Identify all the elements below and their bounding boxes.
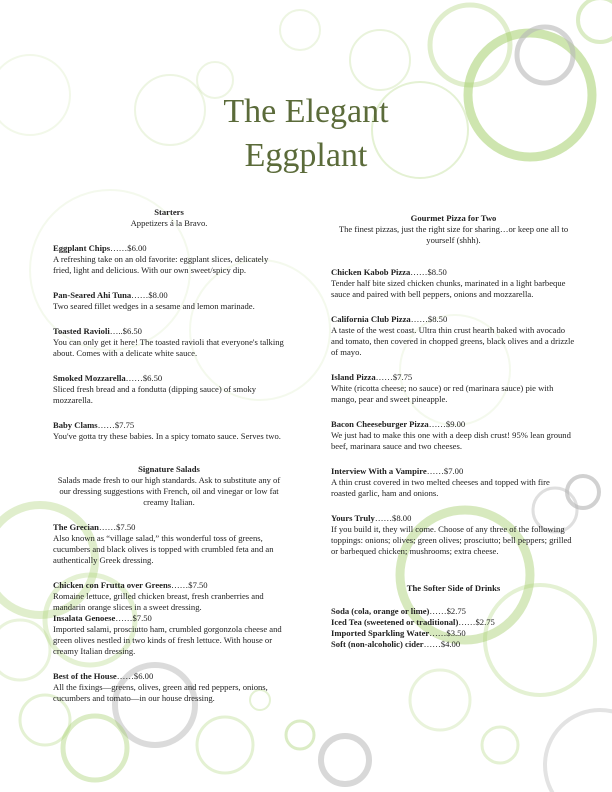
item-description: If you build it, they will come. Choose of any three of the following toppings: onions; olives; green olives; prosciutto; bell peppers; grilled or barbequed chicken; mushrooms; extra cheese. (331, 524, 572, 556)
item-name: Smoked Mozzarella (53, 373, 126, 383)
item-description: Tender half bite sized chicken chunks, marinated in a light barbeque sauce and paired with bell peppers, onions and mozzarella. (331, 278, 566, 299)
menu-item (331, 267, 576, 300)
drink-item (331, 639, 576, 650)
item-description: You can only get it here! The toasted ravioli that everyone's talking about. Comes with a delicate white sauce. (53, 337, 284, 358)
item-name: Yours Truly (331, 513, 375, 523)
menu-item (53, 373, 285, 406)
menu-item (331, 513, 576, 557)
item-price: …..$6.50 (109, 326, 142, 336)
drink-name: Iced Tea (sweetened or traditional) (331, 617, 459, 627)
item-description: Sliced fresh bread and a fondutta (dipping sauce) of smoky mozzarella. (53, 384, 257, 405)
drinks-heading: The Softer Side of Drinks (406, 583, 501, 593)
drink-name: Soda (cola, orange or lime) (331, 606, 430, 616)
menu-item (331, 419, 576, 452)
item-description: Also known as “village salad,” this wonderful toss of greens, cucumbers and black olives is topped with crumbled feta and an authentically Greek dressing. (53, 533, 274, 565)
item-name: Eggplant Chips (53, 243, 111, 253)
menu-item (331, 372, 576, 405)
menu-item (53, 290, 285, 312)
item-price: ……$6.00 (116, 671, 154, 681)
menu-item (53, 522, 285, 566)
item-price: ……$7.50 (98, 522, 136, 532)
drink-item (331, 617, 576, 628)
item-name: Interview With a Vampire (331, 466, 427, 476)
drink-price: ……$3.50 (429, 628, 466, 638)
menu-item (53, 613, 285, 657)
item-description: A refreshing take on an old favorite: eggplant slices, delicately fried, light and delicious. With our own sweet/spicy dip. (53, 254, 269, 275)
salads-subtitle: Salads made fresh to our high standards. Ask to substitute any of our dressing suggestions with French, oil and vinegar or low fat creamy Italian. (57, 475, 281, 507)
item-price: ……$7.50 (115, 613, 152, 623)
drink-item (331, 628, 576, 639)
item-description: All the fixings—greens, olives, green and red peppers, onions, cucumbers and tomato—in our house dressing. (53, 682, 268, 703)
drinks-list (331, 606, 576, 650)
drink-price: ……$2.75 (458, 617, 495, 627)
drink-price: ……$2.75 (429, 606, 466, 616)
item-price: ……$8.50 (410, 314, 448, 324)
item-name: California Club Pizza (331, 314, 411, 324)
menu-item (53, 420, 285, 442)
item-price: ……$7.00 (426, 466, 464, 476)
item-name: Baby Clams (53, 420, 98, 430)
item-description: You've gotta try these babies. In a spicy tomato sauce. Serves two. (53, 431, 281, 441)
item-price: ……$8.50 (410, 267, 447, 277)
menu-item (331, 466, 576, 499)
item-description: Imported salami, prosciutto ham, crumbled gorgonzola cheese and green olives nestled in two kinds of fresh lettuce. With house or creamy Italian dressing. (53, 624, 282, 656)
item-name: Island Pizza (331, 372, 376, 382)
menu-item (53, 671, 285, 704)
item-description: White (ricotta cheese; no sauce) or red (marinara sauce) pie with mango, pear and sweet pineapple. (331, 383, 554, 404)
item-description: A thin crust covered in two melted cheeses and topped with fire roasted garlic, ham and onions. (331, 477, 550, 498)
item-price: ……$6.50 (125, 373, 163, 383)
item-name: Pan-Seared Ahi Tuna (53, 290, 132, 300)
left-column (53, 207, 285, 704)
salads-heading: Signature Salads (138, 464, 200, 474)
drink-name: Imported Sparkling Water (331, 628, 430, 638)
item-name: Bacon Cheeseburger Pizza (331, 419, 429, 429)
menu-item (53, 243, 285, 276)
drink-price: ……$4.00 (423, 639, 461, 649)
restaurant-name-line1: The Elegant (223, 93, 389, 130)
item-price: ……$6.00 (110, 243, 147, 253)
item-name: Chicken Kabob Pizza (331, 267, 411, 277)
item-name: Best of the House (53, 671, 117, 681)
item-price: ……$7.75 (97, 420, 135, 430)
restaurant-name-line2: Eggplant (244, 137, 368, 174)
item-description: A taste of the west coast. Ultra thin crust hearth baked with avocado and tomato, then covered in chopped greens, black olives and a drizzle of mayo. (331, 325, 575, 357)
menu-item (53, 326, 285, 359)
item-price: ……$8.00 (131, 290, 168, 300)
item-name: The Grecian (53, 522, 99, 532)
item-price: ……$8.00 (374, 513, 412, 523)
pizza-subtitle: The finest pizzas, just the right size for sharing…or keep one all to yourself (shhh). (338, 224, 569, 245)
drink-item (331, 606, 576, 617)
starters-heading: Starters (154, 207, 184, 217)
menu-item (331, 314, 576, 358)
item-name: Toasted Ravioli (53, 326, 110, 336)
item-description: We just had to make this one with a deep dish crust! 95% lean ground beef, marinara sauce and two cheeses. (331, 430, 571, 451)
item-price: ……$7.50 (171, 580, 208, 590)
pizza-heading: Gourmet Pizza for Two (410, 213, 497, 223)
right-column (331, 213, 576, 650)
item-description: Romaine lettuce, grilled chicken breast, fresh cranberries and mandarin orange slices in a sweet dressing. (53, 591, 264, 612)
item-name: Chicken con Frutta over Greens (53, 580, 172, 590)
item-name: Insalata Genoese (53, 613, 116, 623)
item-price: ……$7.75 (375, 372, 413, 382)
starters-subtitle: Appetizers á la Bravo. (130, 218, 208, 228)
drink-name: Soft (non-alcoholic) cider (331, 639, 424, 649)
menu-item (53, 580, 285, 613)
item-price: ……$9.00 (428, 419, 466, 429)
item-description: Two seared fillet wedges in a sesame and lemon marinade. (53, 301, 255, 311)
